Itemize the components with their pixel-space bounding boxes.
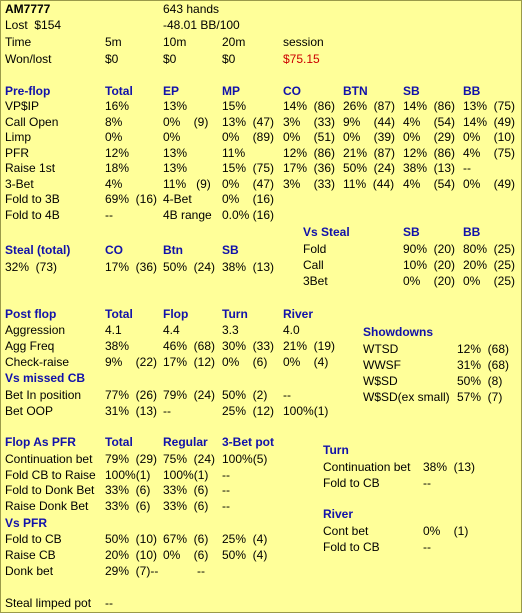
- preflop-cell: 12% (86): [403, 145, 456, 160]
- steal-cell: 38% (13): [222, 260, 275, 274]
- preflop-col-2: MP: [222, 84, 240, 98]
- preflop-row-label: Limp: [5, 130, 32, 144]
- preflop-cell: 4% (54): [403, 114, 456, 129]
- vs-steal-cell: 80% (25): [463, 242, 516, 256]
- preflop-cell: 13%: [163, 161, 188, 175]
- preflop-cell: --: [463, 161, 471, 175]
- vs-missed-cb-cell: 25% (12): [222, 404, 275, 418]
- time-period-1: 10m: [163, 35, 187, 49]
- won-lost-value-1: $0: [163, 52, 177, 66]
- postflop-col-0: Total: [105, 307, 133, 321]
- flop-pfr-cell: 75% (24): [163, 452, 216, 466]
- flop-pfr-row-label: Continuation bet: [5, 452, 93, 466]
- preflop-col-3: CO: [283, 84, 301, 98]
- flop-pfr-cell: 79% (29): [105, 452, 158, 466]
- postflop-col-2: Turn: [222, 307, 248, 321]
- preflop-cell: 12%: [105, 145, 130, 160]
- preflop-row-label: PFR: [5, 145, 29, 160]
- vs-steal-title: Vs Steal: [303, 225, 350, 239]
- preflop-cell: 17% (36): [283, 161, 336, 175]
- river-title: River: [323, 507, 354, 521]
- vs-pfr-cell: 25% (4): [222, 532, 268, 546]
- showdown-value: 50% (8): [457, 374, 503, 388]
- vs-steal-cell: 90% (20): [403, 242, 456, 256]
- vs-steal-cell: 0% (20): [403, 274, 456, 288]
- postflop-cell: 4.4: [163, 323, 180, 337]
- vs-pfr-row-label: Raise CB: [5, 548, 56, 562]
- steal-cell: 17% (36): [105, 260, 158, 274]
- preflop-cell: 9% (44): [343, 114, 396, 129]
- flop-pfr-row-label: Raise Donk Bet: [5, 498, 89, 513]
- postflop-cell: 0% (4): [283, 355, 329, 369]
- flop-pfr-title: Flop As PFR: [5, 435, 76, 449]
- turn-title: Turn: [323, 443, 349, 457]
- vs-missed-cb-cell: 31% (13): [105, 404, 158, 418]
- postflop-cell: 21% (19): [283, 339, 336, 353]
- showdown-row-label: WWSF: [363, 358, 401, 372]
- preflop-row-label: VP$IP: [5, 99, 40, 113]
- preflop-col-6: BB: [463, 84, 481, 98]
- showdown-row-label: WTSD: [363, 342, 399, 356]
- preflop-cell: 14% (86): [283, 99, 336, 113]
- lost-amount: Lost $154: [5, 18, 62, 32]
- steal-col-1: Btn: [163, 243, 183, 257]
- showdown-row-label: W$SD: [363, 374, 398, 388]
- postflop-col-3: River: [283, 307, 314, 321]
- preflop-cell: 0%: [163, 130, 181, 144]
- hands-count: 643 hands: [163, 2, 220, 16]
- won-lost-value-3: $75.15: [283, 52, 320, 66]
- vs-pfr-cell: 67% (6): [163, 532, 209, 546]
- vs-missed-cb-cell: 79% (24): [163, 388, 216, 402]
- vs-steal-row-label: 3Bet: [303, 274, 328, 288]
- vs-pfr-title: Vs PFR: [5, 516, 48, 530]
- preflop-row-label: Fold to 4B: [5, 207, 60, 222]
- steal-limped-label: Steal limped pot: [5, 596, 92, 610]
- preflop-cell: 0% (39): [343, 130, 396, 144]
- showdowns-title: Showdowns: [363, 325, 433, 339]
- turn-row-label: Continuation bet: [323, 460, 411, 474]
- flop-pfr-cell: --: [222, 467, 230, 482]
- river-row-label: Cont bet: [323, 524, 369, 538]
- river-value: --: [423, 540, 431, 554]
- preflop-cell: 18%: [105, 161, 130, 175]
- vs-pfr-cell: --: [197, 564, 205, 578]
- vs-pfr-row-label: Donk bet: [5, 564, 54, 578]
- postflop-cell: 9% (22): [105, 355, 158, 369]
- vs-pfr-cell: 50% (10): [105, 532, 158, 546]
- preflop-cell: 0% (29): [403, 130, 456, 144]
- preflop-cell: 4-Bet: [163, 192, 192, 206]
- preflop-cell: 21% (87): [343, 145, 396, 160]
- time-period-3: session: [283, 35, 324, 49]
- vs-steal-row-label: Call: [303, 258, 324, 272]
- preflop-cell: 4% (54): [403, 176, 456, 191]
- steal-cell: 50% (24): [163, 260, 216, 274]
- preflop-cell: 15%: [222, 99, 247, 113]
- preflop-cell: 0% (10): [463, 130, 516, 144]
- won-lost-value-0: $0: [105, 52, 119, 66]
- preflop-cell: 13%: [163, 99, 188, 113]
- flop-pfr-cell: --: [222, 498, 230, 513]
- vs-pfr-cell: 50% (4): [222, 548, 268, 562]
- vs-steal-cell: 20% (25): [463, 258, 516, 272]
- time-label: Time: [5, 35, 32, 49]
- turn-value: --: [423, 476, 431, 490]
- preflop-row-label: Call Open: [5, 114, 59, 129]
- vs-pfr-row-label: Fold to CB: [5, 532, 62, 546]
- preflop-cell: 13% (47): [222, 114, 275, 129]
- flop-pfr-cell: 33% (6): [163, 483, 209, 497]
- won-lost-label: Won/lost: [5, 52, 52, 66]
- flop-pfr-col-1: Regular: [163, 435, 208, 449]
- showdown-row-label: W$SD(ex small): [363, 390, 450, 404]
- preflop-row-label: 3-Bet: [5, 176, 34, 191]
- postflop-col-1: Flop: [163, 307, 189, 321]
- flop-pfr-row-label: Fold to Donk Bet: [5, 483, 95, 497]
- postflop-cell: 4.1: [105, 323, 122, 337]
- preflop-title: Pre-flop: [5, 84, 51, 98]
- preflop-cell: 0% (51): [283, 130, 336, 144]
- river-row-label: Fold to CB: [323, 540, 380, 554]
- preflop-col-5: SB: [403, 84, 420, 98]
- postflop-row-label: Aggression: [5, 323, 66, 337]
- postflop-cell: 38%: [105, 339, 130, 353]
- vs-steal-row-label: Fold: [303, 242, 327, 256]
- flop-pfr-col-0: Total: [105, 435, 133, 449]
- preflop-cell: 13%: [163, 145, 188, 160]
- flop-pfr-cell: 100%(1): [163, 467, 209, 482]
- preflop-cell: 4% (75): [463, 145, 516, 160]
- preflop-cell: 0% (9): [163, 114, 209, 129]
- turn-value: 38% (13): [423, 460, 476, 474]
- postflop-cell: 3.3: [222, 323, 239, 337]
- vs-missed-cb-title: Vs missed CB: [5, 371, 86, 385]
- preflop-cell: 8%: [105, 114, 123, 129]
- preflop-col-4: BTN: [343, 84, 368, 98]
- steal-total-value: 32% (73): [5, 260, 58, 274]
- flop-pfr-row-label: Fold CB to Raise: [5, 467, 96, 482]
- preflop-row-label: Fold to 3B: [5, 192, 60, 206]
- preflop-cell: 12% (86): [283, 145, 336, 160]
- preflop-cell: 4%: [105, 176, 123, 191]
- won-lost-value-2: $0: [222, 52, 236, 66]
- preflop-cell: --: [105, 207, 113, 222]
- postflop-cell: 4.0: [283, 323, 300, 337]
- steal-col-0: CO: [105, 243, 123, 257]
- preflop-col-0: Total: [105, 84, 133, 98]
- preflop-cell: 15% (75): [222, 161, 275, 175]
- preflop-cell: 0%: [105, 130, 123, 144]
- vs-missed-cb-row-label: Bet OOP: [5, 404, 54, 418]
- preflop-cell: 3% (33): [283, 114, 336, 129]
- preflop-cell: 0.0% (16): [222, 207, 275, 222]
- flop-pfr-cell: 100%(5): [222, 452, 268, 466]
- preflop-cell: 38% (13): [403, 161, 456, 175]
- postflop-row-label: Check-raise: [5, 355, 70, 369]
- showdown-value: 31% (68): [457, 358, 510, 372]
- vs-pfr-cell: 0% (6): [163, 548, 209, 562]
- preflop-cell: 0% (16): [222, 192, 275, 206]
- preflop-row-label: Raise 1st: [5, 161, 56, 175]
- preflop-cell: 14% (49): [463, 114, 516, 129]
- postflop-title: Post flop: [5, 307, 57, 321]
- river-value: 0% (1): [423, 524, 469, 538]
- preflop-cell: 69% (16): [105, 192, 158, 206]
- showdown-value: 12% (68): [457, 342, 510, 356]
- preflop-cell: 14% (86): [403, 99, 456, 113]
- preflop-cell: 4B range: [163, 207, 212, 222]
- preflop-cell: 0% (89): [222, 130, 275, 144]
- preflop-cell: 13% (75): [463, 99, 516, 113]
- time-period-0: 5m: [105, 35, 122, 49]
- preflop-cell: 3% (33): [283, 176, 336, 191]
- showdown-value: 57% (7): [457, 390, 503, 404]
- preflop-cell: 11% (44): [343, 176, 395, 191]
- flop-pfr-cell: --: [222, 483, 230, 497]
- steal-limped-value: --: [105, 596, 113, 610]
- player-name: AM7777: [5, 2, 51, 16]
- vs-missed-cb-cell: 50% (2): [222, 388, 268, 402]
- preflop-cell: 11%: [222, 145, 246, 160]
- postflop-cell: 30% (33): [222, 339, 275, 353]
- steal-col-2: SB: [222, 243, 239, 257]
- vs-steal-cell: 0% (25): [463, 274, 516, 288]
- preflop-cell: 0% (47): [222, 176, 275, 191]
- preflop-cell: 16%: [105, 99, 130, 113]
- preflop-cell: 11% (9): [163, 176, 211, 191]
- postflop-cell: 17% (12): [163, 355, 216, 369]
- turn-row-label: Fold to CB: [323, 476, 380, 490]
- time-period-2: 20m: [222, 35, 246, 49]
- flop-pfr-cell: 33% (6): [163, 498, 209, 513]
- bb-per-100: -48.01 BB/100: [163, 18, 240, 32]
- vs-missed-cb-cell: 77% (26): [105, 388, 158, 402]
- postflop-cell: 0% (6): [222, 355, 268, 369]
- vs-missed-cb-cell: 100%(1): [283, 404, 329, 418]
- flop-pfr-col-2: 3-Bet pot: [222, 435, 274, 449]
- vs-steal-cell: 10% (20): [403, 258, 456, 272]
- vs-steal-col-1: BB: [463, 225, 481, 239]
- postflop-row-label: Agg Freq: [5, 339, 55, 353]
- steal-total-title: Steal (total): [5, 243, 71, 257]
- preflop-cell: 26% (87): [343, 99, 396, 113]
- postflop-cell: 46% (68): [163, 339, 216, 353]
- preflop-cell: 0% (49): [463, 176, 516, 191]
- vs-pfr-cell: 29% (7)--: [105, 564, 159, 578]
- vs-pfr-cell: 20% (10): [105, 548, 158, 562]
- flop-pfr-cell: 100%(1): [105, 467, 151, 482]
- flop-pfr-cell: 33% (6): [105, 483, 151, 497]
- preflop-cell: 50% (24): [343, 161, 396, 175]
- vs-missed-cb-cell: --: [163, 404, 171, 418]
- vs-steal-col-0: SB: [403, 225, 420, 239]
- flop-pfr-cell: 33% (6): [105, 498, 151, 513]
- preflop-col-1: EP: [163, 84, 180, 98]
- vs-missed-cb-row-label: Bet In position: [5, 388, 82, 402]
- vs-missed-cb-cell: --: [283, 388, 291, 402]
